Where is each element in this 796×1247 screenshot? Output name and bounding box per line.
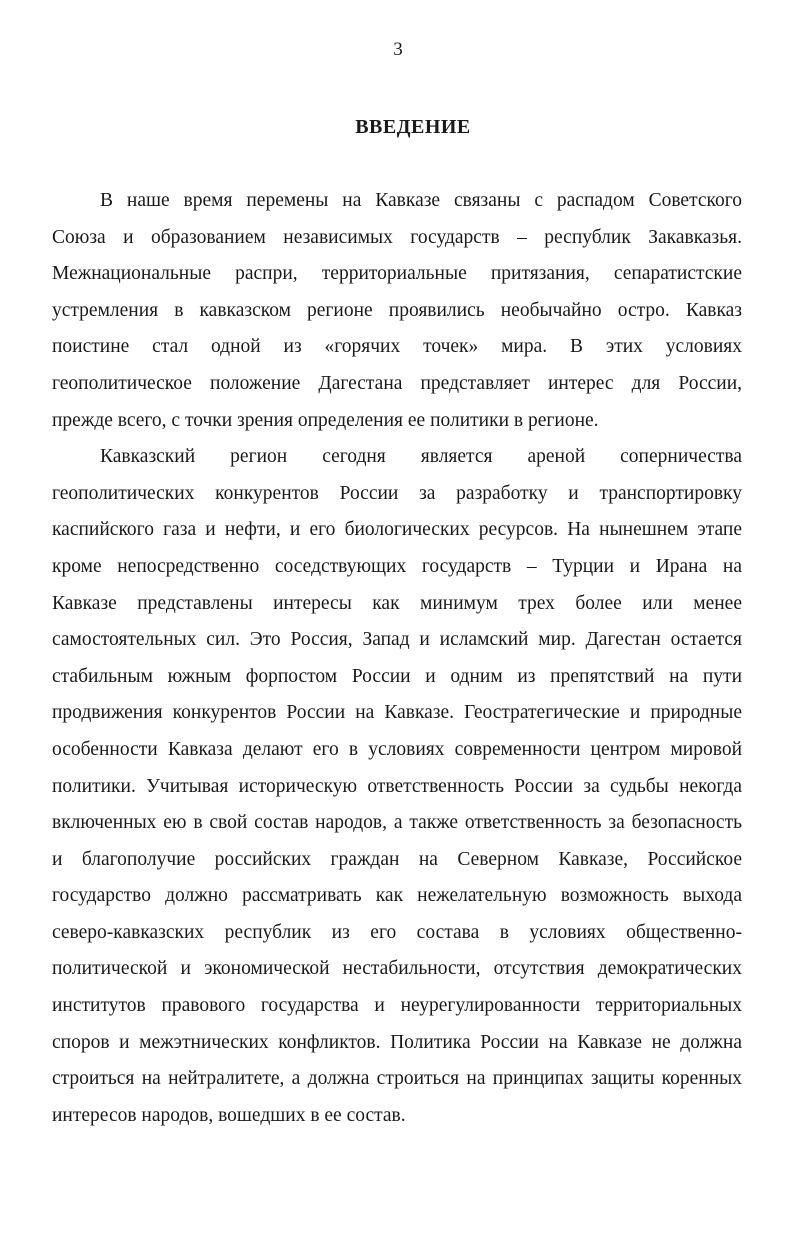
- paragraph-2-line-7: стабильным южным форпостом России и одним из препятствий на пути: [52, 665, 742, 687]
- paragraph-2-line-8: продвижения конкурентов России на Кавказе. Геостратегические и природные: [52, 702, 742, 724]
- paragraph-2-line-3: каспийского газа и нефти, и его биологических ресурсов. На нынешнем этапе: [52, 519, 742, 541]
- page-number: 3: [393, 39, 403, 60]
- page-title: ВВЕДЕНИЕ: [355, 116, 471, 138]
- paragraph-2-line-11: включенных ею в свой состав народов, а также ответственность за безопасность: [52, 812, 742, 834]
- paragraph-2-line-2: геополитических конкурентов России за разработку и транспортировку: [52, 482, 742, 504]
- paragraph-1-line-5: поистине стал одной из «горячих точек» мира. В этих условиях: [52, 336, 742, 358]
- paragraph-2-line-5: Кавказе представлены интересы как минимум трех более или менее: [52, 592, 742, 614]
- body-text: [52, 183, 742, 1134]
- paragraph-2-line-13: государство должно рассматривать как нежелательную возможность выхода: [52, 885, 742, 907]
- paragraph-1-line-6: геополитическое положение Дагестана представляет интерес для России,: [52, 372, 742, 394]
- paragraph-2-line-10: политики. Учитывая историческую ответственность России за судьбы некогда: [52, 775, 742, 797]
- paragraph-1-line-7: прежде всего, с точки зрения определения ее политики в регионе.: [52, 409, 599, 431]
- paragraph-2-line-12: и благополучие российских граждан на Северном Кавказе, Российское: [52, 848, 742, 870]
- paragraph-2-line-4: кроме непосредственно соседствующих государств – Турции и Ирана на: [52, 555, 742, 577]
- paragraph-1-line-2: Союза и образованием независимых государств – республик Закавказья.: [52, 226, 742, 248]
- paragraph-1-line-3: Межнациональные распри, территориальные притязания, сепаратистские: [52, 263, 742, 285]
- paragraph-2-line-1: Кавказский регион сегодня является ареной соперничества: [100, 446, 742, 468]
- paragraph-2-line-6: самостоятельных сил. Это Россия, Запад и исламский мир. Дагестан остается: [52, 629, 742, 651]
- paragraph-2-line-9: особенности Кавказа делают его в условиях современности центром мировой: [52, 738, 742, 760]
- paragraph-2-line-19: интересов народов, вошедших в ее состав.: [52, 1104, 406, 1126]
- paragraph-2-line-17: споров и межэтнических конфликтов. Политика России на Кавказе не должна: [52, 1031, 742, 1053]
- paragraph-2-line-18: строиться на нейтралитете, а должна строиться на принципах защиты коренных: [52, 1068, 742, 1090]
- paragraph-2-line-14: северо-кавказских республик из его состава в условиях общественно-: [52, 921, 742, 943]
- paragraph-2-line-16: институтов правового государства и неурегулированности территориальных: [52, 995, 742, 1017]
- paragraph-1-line-1: В наше время перемены на Кавказе связаны с распадом Советского: [100, 190, 742, 211]
- paragraph-2-line-15: политической и экономической нестабильности, отсутствия демократических: [52, 958, 742, 980]
- paragraph-1-line-4: устремления в кавказском регионе проявились необычайно остро. Кавказ: [52, 299, 742, 321]
